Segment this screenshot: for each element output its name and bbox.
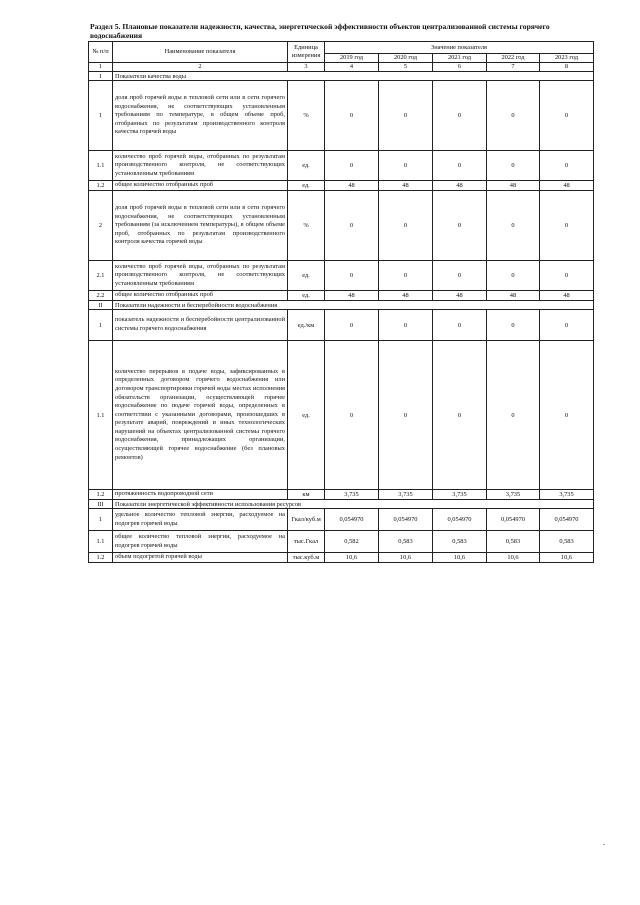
page-mark: . (603, 838, 605, 847)
row-value: 0 (379, 310, 433, 341)
row-value: 48 (487, 291, 540, 301)
column-index: 2 (113, 63, 288, 72)
table-row (89, 490, 594, 500)
row-value: 0 (325, 191, 379, 261)
row-value: 10,6 (379, 553, 433, 563)
row-value: 0 (379, 341, 433, 490)
row-unit: % (288, 81, 325, 151)
header-year: 2021 год (433, 54, 487, 63)
row-value: 0 (487, 191, 540, 261)
row-num: 1 (89, 310, 113, 341)
row-name: общее количество отобранных проб (113, 181, 288, 191)
row-value: 0 (487, 81, 540, 151)
row-value: 0,583 (433, 531, 487, 553)
column-index: 4 (325, 63, 379, 72)
row-value: 0 (379, 261, 433, 291)
row-value: 0,054970 (487, 509, 540, 531)
row-value: 0 (540, 261, 594, 291)
table-row (89, 261, 594, 291)
row-name: количество проб горячей воды, отобранных по результатам производственного контроля, не соответствующих установленным требованиям (113, 151, 288, 181)
table-row (89, 291, 594, 301)
column-index: 1 (89, 63, 113, 72)
row-num: 1.2 (89, 490, 113, 500)
row-name: количество перерывов в подаче воды, зафиксированных в определенных договором горячего водоснабжения или договором транспортировки горячей воды местах исполнения обязательств организации, осуществляющей горячее водоснабжение по подаче горячей воды, определенных в соответствии с указанными договорами, произошедших в результате аварий, повреждений и иных технологических нарушений на объектах централизованной системы горячего водоснабжения, принадлежащих организации, осуществляющей горячее водоснабжение (без плановых ремонтов) (113, 341, 288, 490)
row-value: 48 (433, 291, 487, 301)
row-value: 0 (433, 81, 487, 151)
row-value: 0,582 (325, 531, 379, 553)
row-value: 0 (433, 151, 487, 181)
section-num: I (89, 72, 113, 81)
row-name: общее количество отобранных проб (113, 291, 288, 301)
section-title-cell: Показатели надежности и бесперебойности водоснабжения (113, 301, 594, 310)
row-num: 1.1 (89, 151, 113, 181)
row-value: 0,054970 (379, 509, 433, 531)
row-name: доля проб горячей воды в тепловой сети или в сети горячего водоснабжения, не соответствующих установленным требованиям (за исключением температуры), в общем объеме проб, отобранных по результатам производственного контроля качества горячей воды (113, 191, 288, 261)
row-value: 48 (487, 181, 540, 191)
row-value: 3,735 (325, 490, 379, 500)
row-unit: ед./км (288, 310, 325, 341)
table-row (89, 531, 594, 553)
row-value: 0,583 (540, 531, 594, 553)
header-year: 2020 год (379, 54, 433, 63)
table-row (89, 341, 594, 490)
row-value: 48 (325, 181, 379, 191)
column-index: 5 (379, 63, 433, 72)
row-value: 0,054970 (540, 509, 594, 531)
row-num: 1.2 (89, 553, 113, 563)
header-name: Наименование показателя (113, 42, 288, 63)
row-value: 0,054970 (433, 509, 487, 531)
row-unit: тыс.куб.м (288, 553, 325, 563)
column-index: 8 (540, 63, 594, 72)
table-row (89, 509, 594, 531)
row-name: показатель надежности и бесперебойности централизованной системы горячего водоснабжения (113, 310, 288, 341)
section-title: Раздел 5. Плановые показатели надежности, качества, энергетической эффективности объектов централизованной системы горячего водоснабжения (90, 22, 550, 40)
row-unit: км (288, 490, 325, 500)
row-value: 48 (540, 181, 594, 191)
row-num: 2.1 (89, 261, 113, 291)
row-name: общее количество тепловой энергии, расходуемое на подогрев горячей воды (113, 531, 288, 553)
row-value: 10,6 (325, 553, 379, 563)
row-value: 3,735 (487, 490, 540, 500)
row-value: 0 (540, 81, 594, 151)
row-num: 2 (89, 191, 113, 261)
row-value: 0,583 (487, 531, 540, 553)
column-index: 7 (487, 63, 540, 72)
row-name: удельное количество тепловой энергии, расходуемое на подогрев горячей воды (113, 509, 288, 531)
table-row (89, 151, 594, 181)
section-num: II (89, 301, 113, 310)
indicators-table (88, 41, 594, 563)
row-value: 0 (379, 191, 433, 261)
row-value: 0 (325, 261, 379, 291)
row-value: 0 (487, 341, 540, 490)
row-value: 48 (379, 291, 433, 301)
row-value: 0 (540, 341, 594, 490)
row-num: 1.2 (89, 181, 113, 191)
row-value: 0 (433, 191, 487, 261)
section-row (89, 500, 594, 509)
table-row (89, 81, 594, 151)
row-value: 0 (487, 261, 540, 291)
row-unit: Гкал/куб.м (288, 509, 325, 531)
column-index: 3 (288, 63, 325, 72)
row-value: 3,735 (379, 490, 433, 500)
row-num: 1.1 (89, 531, 113, 553)
row-value: 0,054970 (325, 509, 379, 531)
row-value: 0 (325, 341, 379, 490)
section-row (89, 301, 594, 310)
row-name: объем подогретой горячей воды (113, 553, 288, 563)
row-value: 48 (433, 181, 487, 191)
table-row (89, 191, 594, 261)
row-value: 0 (540, 151, 594, 181)
row-value: 0 (325, 81, 379, 151)
row-value: 48 (379, 181, 433, 191)
table-row (89, 553, 594, 563)
row-value: 0,583 (379, 531, 433, 553)
header-unit: Единица измерения (288, 42, 325, 63)
row-num: 1.1 (89, 341, 113, 490)
header-values: Значение показателя (325, 42, 594, 54)
row-unit: ед. (288, 151, 325, 181)
row-value: 0 (487, 151, 540, 181)
row-value: 3,735 (540, 490, 594, 500)
section-row (89, 72, 594, 81)
row-value: 0 (540, 191, 594, 261)
row-name: количество проб горячей воды, отобранных по результатам производственного контроля, не соответствующих установленным требованиям (113, 261, 288, 291)
row-value: 0 (379, 81, 433, 151)
row-value: 0 (433, 261, 487, 291)
row-value: 0 (379, 151, 433, 181)
row-unit: ед. (288, 261, 325, 291)
row-value: 0 (487, 310, 540, 341)
row-value: 10,6 (540, 553, 594, 563)
header-num: № п/п (89, 42, 113, 63)
row-value: 0 (540, 310, 594, 341)
section-title-cell: Показатели качества воды (113, 72, 594, 81)
row-unit: % (288, 191, 325, 261)
row-unit: ед. (288, 341, 325, 490)
row-value: 10,6 (487, 553, 540, 563)
row-unit: ед. (288, 181, 325, 191)
table-row (89, 181, 594, 191)
header-year: 2019 год (325, 54, 379, 63)
row-value: 48 (540, 291, 594, 301)
row-value: 0 (433, 341, 487, 490)
row-value: 0 (325, 151, 379, 181)
row-name: доля проб горячей воды в тепловой сети или в сети горячего водоснабжения, не соответствующих установленным требованиям по температуре, в общем объеме проб, отобранных по результатам производственного контроля качества горячей воды (113, 81, 288, 151)
section-num: III (89, 500, 113, 509)
row-value: 0 (325, 310, 379, 341)
row-num: 1 (89, 81, 113, 151)
row-value: 10,6 (433, 553, 487, 563)
row-value: 48 (325, 291, 379, 301)
row-num: 1 (89, 509, 113, 531)
table-row (89, 310, 594, 341)
row-unit: тыс.Гкал (288, 531, 325, 553)
row-value: 3,735 (433, 490, 487, 500)
row-unit: ед. (288, 291, 325, 301)
column-index: 6 (433, 63, 487, 72)
row-num: 2.2 (89, 291, 113, 301)
header-year: 2023 год (540, 54, 594, 63)
header-year: 2022 год (487, 54, 540, 63)
row-value: 0 (433, 310, 487, 341)
row-name: протяженность водопроводной сети (113, 490, 288, 500)
section-title-cell: Показатели энергетической эффективности использования ресурсов (113, 500, 594, 509)
